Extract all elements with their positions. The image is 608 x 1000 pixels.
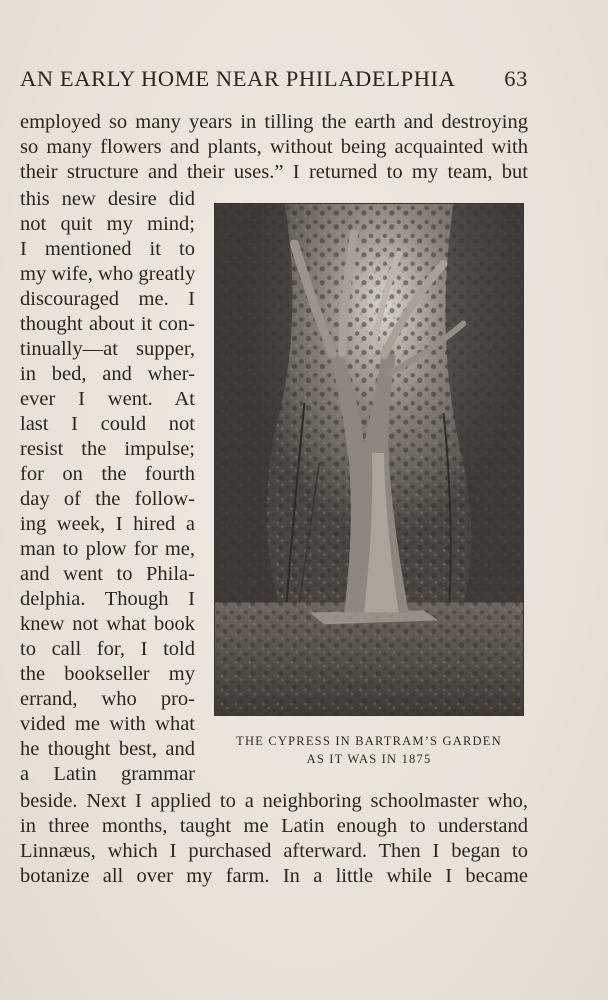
column-line: vided me with what xyxy=(20,713,195,735)
column-line: day of the follow- xyxy=(20,488,195,510)
body-line: in three months, taught me Latin enough to understand xyxy=(20,815,528,837)
column-line: tinually—at supper, xyxy=(20,338,195,360)
column-line: thought about it con- xyxy=(20,313,195,335)
figure-caption-line-2: AS IT WAS IN 1875 xyxy=(306,752,432,766)
column-line: in bed, and wher- xyxy=(20,363,195,385)
body-line: so many flowers and plants, without being acquainted with xyxy=(20,136,528,158)
column-line: and went to Phila- xyxy=(20,563,195,585)
column-line: he thought best, and xyxy=(20,738,195,760)
column-line: not quit my mind; xyxy=(20,213,195,235)
column-line: the bookseller my xyxy=(20,663,195,685)
column-line: errand, who pro- xyxy=(20,688,195,710)
column-line: man to plow for me, xyxy=(20,538,195,560)
page-number: 63 xyxy=(504,66,528,91)
figure-caption-line-1: THE CYPRESS IN BARTRAM’S GARDEN xyxy=(236,734,502,748)
body-line: beside. Next I applied to a neighboring schoolmaster who, xyxy=(20,790,528,812)
body-line: Linnæus, which I purchased afterward. Then I began to xyxy=(20,840,528,862)
column-line: ever I went. At xyxy=(20,388,195,410)
body-line: botanize all over my farm. In a little while I became xyxy=(20,865,528,887)
column-line: ing week, I hired a xyxy=(20,513,195,535)
column-line: delphia. Though I xyxy=(20,588,195,610)
column-line: I mentioned it to xyxy=(20,238,195,260)
column-line: to call for, I told xyxy=(20,638,195,660)
column-line: for on the fourth xyxy=(20,463,195,485)
running-head-title: AN EARLY HOME NEAR PHILADELPHIA xyxy=(20,66,456,91)
column-line: discouraged me. I xyxy=(20,288,195,310)
body-line: their structure and their uses.” I returned to my team, but xyxy=(20,161,528,183)
column-line: my wife, who greatly xyxy=(20,263,196,285)
column-line: this new desire did xyxy=(20,188,195,210)
column-line: a Latin grammar xyxy=(20,763,195,785)
cypress-tree-illustration xyxy=(214,203,524,716)
column-line: resist the impulse; xyxy=(20,438,195,460)
column-line: knew not what book xyxy=(20,613,195,635)
column-line: last I could not xyxy=(20,413,195,435)
body-line: employed so many years in tilling the earth and destroying xyxy=(20,111,528,133)
